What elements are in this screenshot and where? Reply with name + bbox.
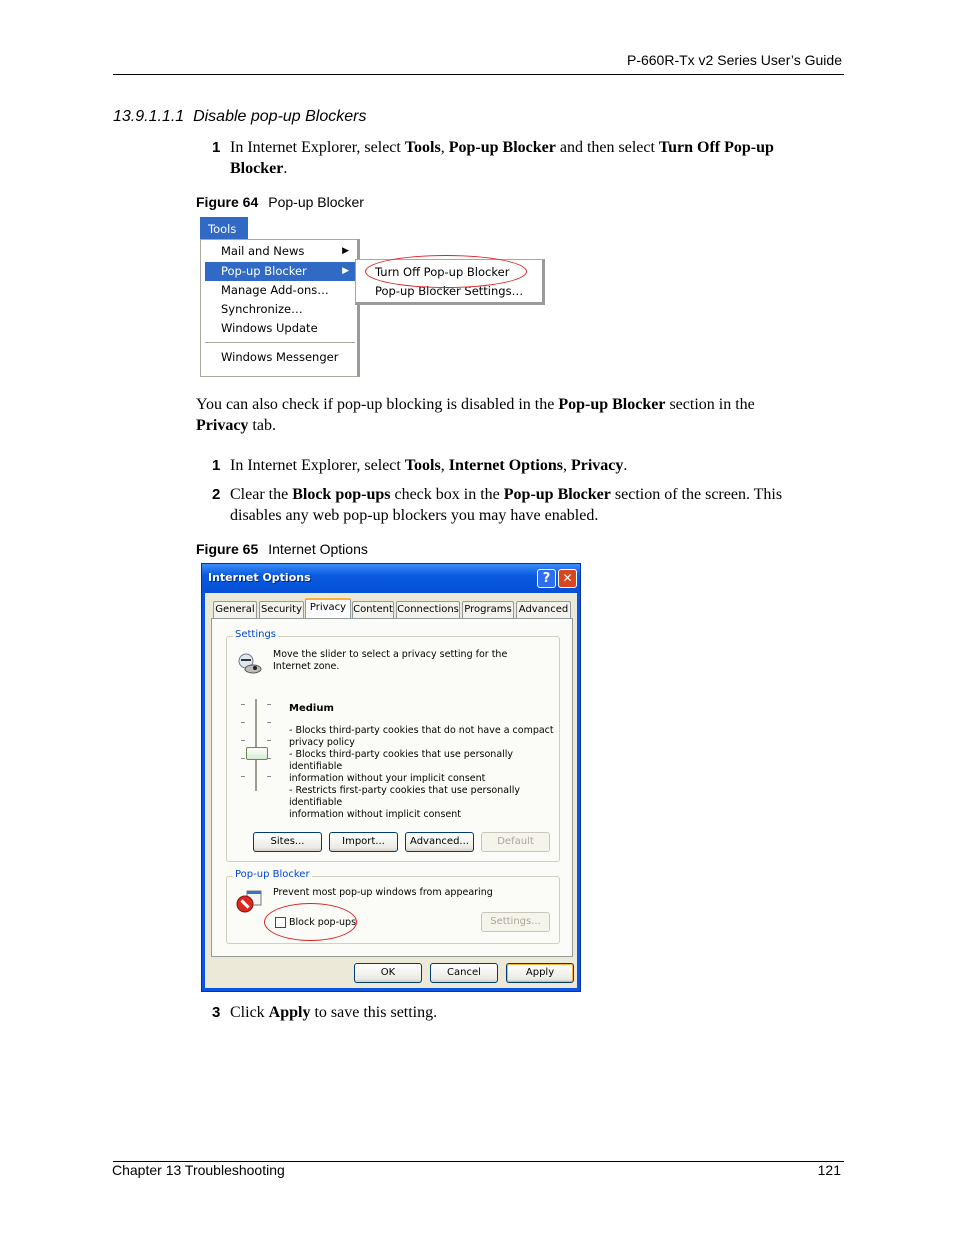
popup-blocker-group: [226, 869, 560, 944]
submenu-arrow-icon: ▶: [342, 266, 349, 276]
tools-menu-screenshot: [200, 217, 545, 377]
menu-item-popup-blocker[interactable]: Pop-up Blocker ▶: [205, 262, 355, 281]
menu-item-manage-addons[interactable]: Manage Add-ons…: [221, 283, 329, 297]
popup-blocker-icon: [235, 889, 263, 915]
submenu-arrow-icon: ▶: [342, 246, 349, 256]
step-number: 2: [212, 486, 221, 503]
tab-connections[interactable]: Connections: [396, 601, 460, 618]
menu-item-windows-messenger[interactable]: Windows Messenger: [221, 350, 339, 364]
step-number: 1: [212, 139, 221, 156]
highlight-circle: [365, 255, 527, 288]
privacy-icon: [237, 651, 263, 675]
step-text: Clear the Block pop-ups check box in the Pop-up Blocker section of the screen. This disables any web pop-up blockers you may have enabled.: [230, 486, 783, 524]
step-text: In Internet Explorer, select Tools, Pop-up Blocker and then select Turn Off Pop-up Blocker.: [230, 139, 774, 177]
header-rule: [113, 74, 844, 75]
tab-general[interactable]: General: [213, 601, 257, 618]
dialog-titlebar: [202, 564, 580, 593]
privacy-level-description: - Blocks third-party cookies that do not have a compact privacy policy - Blocks third-party cookies that use personally identifiable information without your implicit consent - Restricts first-party cookies that use personally identifiable information without implicit consent: [289, 725, 554, 820]
advanced-button[interactable]: Advanced...: [405, 832, 474, 852]
tools-menu-title[interactable]: Tools: [200, 217, 248, 241]
popup-blocker-group-label: Pop-up Blocker: [235, 869, 310, 880]
step-number: 3: [212, 1004, 221, 1021]
menu-item-windows-update[interactable]: Windows Update: [221, 321, 318, 335]
internet-options-dialog: [201, 563, 581, 992]
menu-item-mail-and-news[interactable]: Mail and News ▶: [205, 242, 355, 261]
figure-label: Figure 64: [196, 194, 259, 210]
menu-item-turn-off-popup-blocker[interactable]: Turn Off Pop-up Blocker: [375, 265, 510, 279]
figure-title: Pop-up Blocker: [268, 194, 364, 210]
tab-programs[interactable]: Programs: [462, 601, 514, 618]
step-text: Click Apply to save this setting.: [230, 1004, 438, 1021]
tools-dropdown: [200, 239, 360, 377]
menu-item-synchronize[interactable]: Synchronize…: [221, 302, 303, 316]
popup-blocker-description: Prevent most pop-up windows from appearing: [273, 887, 493, 898]
ok-button[interactable]: OK: [354, 963, 422, 983]
dialog-title: Internet Options: [208, 571, 311, 584]
figure-label: Figure 65: [196, 541, 259, 557]
footer-chapter: Chapter 13 Troubleshooting: [112, 1162, 285, 1178]
tab-advanced[interactable]: Advanced: [516, 601, 571, 618]
slider-thumb[interactable]: [246, 747, 268, 760]
settings-group-label: Settings: [235, 629, 277, 640]
step-number: 1: [212, 457, 221, 474]
privacy-level-name: Medium: [289, 703, 334, 714]
privacy-slider[interactable]: [239, 699, 273, 791]
help-icon[interactable]: ?: [537, 569, 556, 588]
highlight-circle: [264, 903, 357, 941]
settings-group: [226, 629, 560, 862]
block-popups-label: Block pop-ups: [289, 917, 357, 928]
body-paragraph: You can also check if pop-up blocking is disabled in the Pop-up Blocker section in the Privacy tab.: [196, 396, 755, 434]
cancel-button[interactable]: Cancel: [430, 963, 498, 983]
dialog-body: [205, 593, 577, 988]
figure-caption: [196, 541, 368, 557]
section-title: Disable pop-up Blockers: [193, 108, 367, 125]
close-icon[interactable]: ✕: [558, 569, 577, 588]
figure-caption: [196, 194, 364, 210]
settings-description: Move the slider to select a privacy setting for the Internet zone.: [273, 649, 508, 672]
privacy-panel: [211, 618, 573, 957]
guide-title: P-660R-Tx v2 Series User’s Guide: [626, 52, 842, 68]
import-button[interactable]: Import...: [329, 832, 398, 852]
apply-button[interactable]: Apply: [506, 963, 574, 983]
section-heading: [113, 108, 366, 126]
default-button[interactable]: Default: [481, 832, 550, 852]
menu-separator: [205, 342, 355, 343]
figure-title: Internet Options: [268, 541, 368, 557]
tab-security[interactable]: Security: [259, 601, 304, 618]
popup-settings-button[interactable]: Settings...: [481, 912, 550, 932]
tab-content[interactable]: Content: [352, 601, 394, 618]
menu-item-popup-blocker-settings[interactable]: Pop-up Blocker Settings…: [375, 284, 524, 298]
sites-button[interactable]: Sites...: [253, 832, 322, 852]
tab-privacy[interactable]: Privacy: [305, 598, 351, 619]
section-number: 13.9.1.1.1: [113, 108, 185, 125]
footer-page-number: 121: [817, 1162, 841, 1178]
step-text: In Internet Explorer, select Tools, Internet Options, Privacy.: [230, 457, 628, 474]
